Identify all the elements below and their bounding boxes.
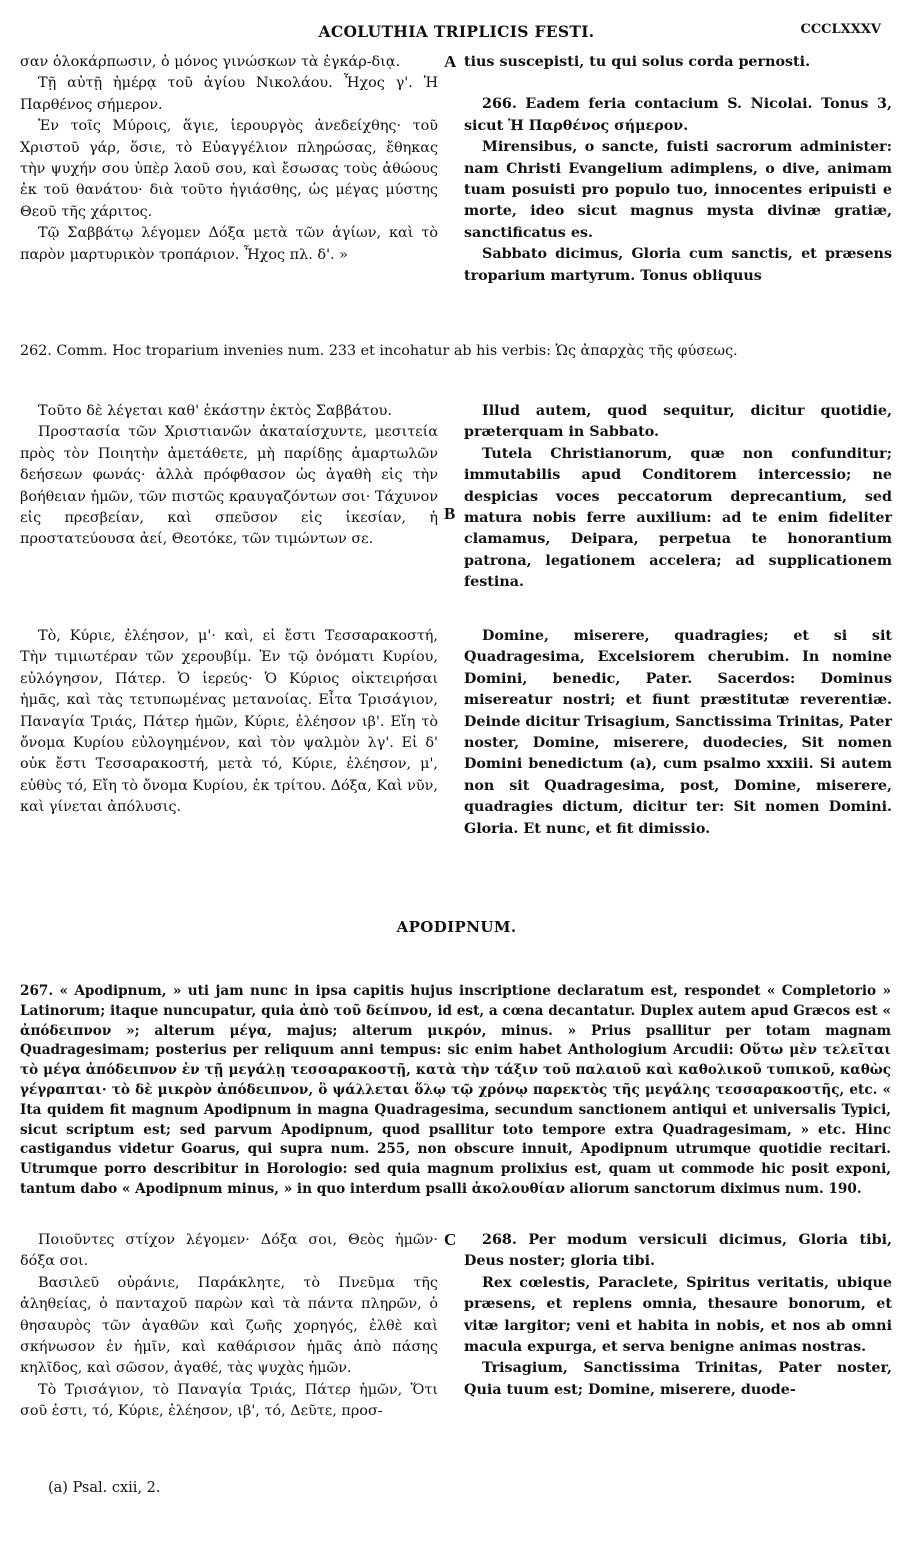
latin-column-2 [464,401,892,594]
greek-paragraph: Τοῦτο δὲ λέγεται καθ' ἑκάστην ἐκτὸς Σαββάτου. [38,403,392,419]
greek-paragraph: Προστασία τῶν Χριστιανῶν ἀκαταίσχυντε, μεσιτεία πρὸς τὸν Ποιητὴν ἀμετάθετε, μὴ παρίδῃς ἁμαρτωλῶν δεήσεων φωνάς· ἀλλὰ πρόφθασον ὡς ἀγαθὴ εἰς τὴν βοήθειαν ἡμῶν, τῶν πιστῶς κραυγαζόντων σοι· Τάχυνον εἰς πρεσβείαν, καὶ σπεῦσον εἰς ἱκεσίαν, ἡ προστατεύουσα ἀεί, Θεοτόκε, τῶν τιμώντων σε. [20,424,438,548]
latin-paragraph: Tutela Christianorum, quæ non confunditur; immutabilis apud Conditorem intercessio; ne despicias voces peccatorum deprecantium, sed matura nobis ferre auxilium: ad te enim fideliter clamamus, Deipara, perpetua te honorantium patrona, legationem accelera; ad supplicationem festina. [464,445,892,591]
greek-paragraph: Ἐν τοῖς Μύροις, ἅγιε, ἱερουργὸς ἀνεδείχθης· τοῦ Χριστοῦ γάρ, ὅσιε, τὸ Εὐαγγέλιον πληρώσας, ἔθηκας τὴν ψυχήν σου ὑπὲρ λαοῦ σου, καὶ ἔσωσας τοὺς ἀθώους ἐκ τοῦ θανάτου· διὰ τοῦτο ἡγιάσθης, ὡς μέγας μύστης Θεοῦ τῆς χάριτος. [20,118,438,220]
latin-paragraph: 266. Eadem feria contacium S. Nicolai. Tonus 3, sicut Ἡ Παρθένος σήμερον. [464,96,892,134]
greek-paragraph: Τῇ αὐτῇ ἡμέρᾳ τοῦ ἁγίου Νικολάου. Ἦχος γ'. Ἡ Παρθένος σήμερον. [20,75,438,113]
greek-paragraph: Τῷ Σαββάτῳ λέγομεν Δόξα μετὰ τῶν ἁγίων, καὶ τὸ παρὸν μαρτυρικὸν τροπάριον. Ἦχος πλ. δ'. » [20,225,438,263]
latin-paragraph: Illud autem, quod sequitur, dicitur quotidie, præterquam in Sabbato. [464,403,892,441]
footnote: (a) Psal. cxii, 2. [48,1480,161,1496]
greek-paragraph: Βασιλεῦ οὐράνιε, Παράκλητε, τὸ Πνεῦμα τῆς ἀληθείας, ὁ πανταχοῦ παρὼν καὶ τὰ πάντα πληρῶν, ὁ θησαυρὸς τῶν ἀγαθῶν καὶ ζωῆς χορηγός, ἐλθὲ καὶ σκήνωσον ἐν ἡμῖν, καὶ καθάρισον ἡμᾶς ἀπὸ πάσης κηλῖδος, καὶ σῶσον, ἀγαθέ, τὰς ψυχὰς ἡμῶν. [20,1274,438,1377]
margin-marker-a: A [444,52,457,71]
latin-paragraph: Trisagium, Sanctissima Trinitas, Pater noster, Quia tuum est; Domine, miserere, duode- [464,1360,892,1398]
latin-column-3 [464,626,892,840]
latin-column-1 [464,52,892,287]
greek-paragraph: Τὸ Τρισάγιον, τὸ Παναγία Τριάς, Πάτερ ἡμῶν, Ὅτι σοῦ ἐστι, τό, Κύριε, ἐλέησον, ιβ', τό, Δεῦτε, προσ- [20,1381,438,1420]
greek-paragraph: σαν ὁλοκάρπωσιν, ὁ μόνος γινώσκων τὰ ἐγκάρ-διᾳ. [20,54,401,70]
commentary-262: 262. Comm. Hoc troparium invenies num. 233 et incohatur ab his verbis: Ὡς ἀπαρχὰς τῆς φύσεως. [20,343,738,359]
latin-paragraph: Mirensibus, o sancte, fuisti sacrorum administer: nam Christi Evangelium adimplens, o dive, animam tuam posuisti pro populo tuo, innocentes eripuisti e morte, ideo sicut magnus mysta divinæ gratiæ, sanctificatus es. [464,139,892,241]
latin-paragraph: Domine, miserere, quadragies; et si sit Quadragesima, Excelsiorem cherubim. In nomine Domini, benedic, Pater. Sacerdos: Dominus misereatur nostri; et fiunt præstitutæ reverentiæ. Deinde dicitur Trisagium, Sanctissima Trinitas, Pater noster, Domine, miserere, duodecies, Sit nomen Domini benedictum (a), cum psalmo xxxiii. Si autem non sit Quadragesima, post, Domine, miserere, quadragies dictum, dicitur ter: Sit nomen Domini. Gloria. Et nunc, et fit dimissio. [464,628,892,837]
latin-paragraph: tius suscepisti, tu qui solus corda pernosti. [464,54,811,70]
latin-paragraph: 268. Per modum versiculi dicimus, Gloria tibi, Deus noster; gloria tibi. [464,1232,892,1270]
greek-paragraph: Τὸ, Κύριε, ἐλέησον, μ'· καὶ, εἰ ἔστι Τεσσαρακοστή, Τὴν τιμιωτέραν τῶν χερουβίμ. Ἐν τῷ ὀνόματι Κυρίου, εὐλόγησον, Πάτερ. Ὁ ἱερεύς· Ὁ Κύριος οἰκτειρήσαι ἡμᾶς, καὶ τὰς τετυπωμένας μετανοίας. Εἶτα Τρισάγιον, Παναγία Τριάς, Πάτερ ἡμῶν, Κύριε, ἐλέησον ιβ'. Εἴη τὸ ὄνομα Κυρίου εὐλογημένον, καὶ τὸν ψαλμὸν λγ'. Εἰ δ' οὐκ ἔστι Τεσσαρακοστή, μετὰ τό, Κύριε, ἐλέησον, μ', εὐθὺς τό, Εἴη τὸ ὄνομα Κυρίου, ἐκ τρίτου. Δόξα, Καὶ νῦν, καὶ γίνεται ἀπόλυσις. [20,628,438,816]
page-number: CCCLXXXV [800,22,881,37]
margin-marker-b: B [444,504,456,523]
section-heading-apodipnum: APODIPNUM. [396,918,517,936]
paragraph-267: 267. « Apodipnum, » uti jam nunc in ipsa capitis hujus inscriptione declaratum est, respondet « Completorio » Latinorum; itaque nuncupatur, quia ἀπὸ τοῦ δείπνου, id est, a cœna decantatur. Duplex autem apud Græcos est « ἀπόδειπνον »; alterum μέγα, majus; alterum μικρόν, minus. » Prius psallitur per totam magnam Quadragesimam; posterius per reliquum anni tempus: sic enim habet Anthologium Arcudii: Οὕτω μὲν τελεῖται τὸ μέγα ἀπόδειπνον ἐν τῇ μεγάλῃ τεσσαρακοστῇ, κατὰ τὴν τάξιν τοῦ παλαιοῦ καὶ καθολικοῦ τυπικοῦ, καθὼς γέγραπται· τὸ δὲ μικρὸν ἀπόδειπνον, ὃ ψάλλεται ὅλῳ τῷ χρόνῳ παρεκτὸς τῆς μεγάλης τεσσαρακοστῆς, etc. « Ita quidem fit magnum Apodipnum in magna Quadragesima, secundum sanctionem antiqui et universalis Typici, sicut scriptum est; sed parvum Apodipnum, quod psallitur toto tempore extra Quadragesimam, » etc. Hinc castigandus videtur Goarus, qui supra num. 255, non obscure innuit, Apodipnum utrumque quotidie recitari. Utrumque porro describitur in Horologio: sed quia magnum prolixius est, quam ut commode hic posit exponi, tantum dabo « Apodipnum minus, » in quo interdum psalli ἀκολουθίαν aliorum sanctorum diximus num. 190. [20,983,891,1197]
margin-marker-c: C [444,1230,457,1249]
latin-column-4 [464,1230,892,1401]
latin-paragraph: Sabbato dicimus, Gloria cum sanctis, et præsens troparium martyrum. Tonus obliquus [464,246,892,284]
greek-column-3 [20,626,438,819]
greek-column-1 [20,52,438,266]
latin-paragraph: Rex cœlestis, Paraclete, Spiritus veritatis, ubique præsens, et replens omnia, thesaure bonorum, et vitæ largitor; veni et habita in nobis, et nos ab omni macula expurga, et serva benigne animas nostras. [464,1274,892,1356]
greek-paragraph: Ποιοῦντες στίχον λέγομεν· Δόξα σοι, Θεὸς ἡμῶν· δόξα σοι. [20,1232,438,1270]
page-header [0,22,913,46]
greek-column-4 [20,1230,438,1423]
greek-column-2 [20,401,438,551]
running-title: ACOLUTHIA TRIPLICIS FESTI. [318,22,595,41]
